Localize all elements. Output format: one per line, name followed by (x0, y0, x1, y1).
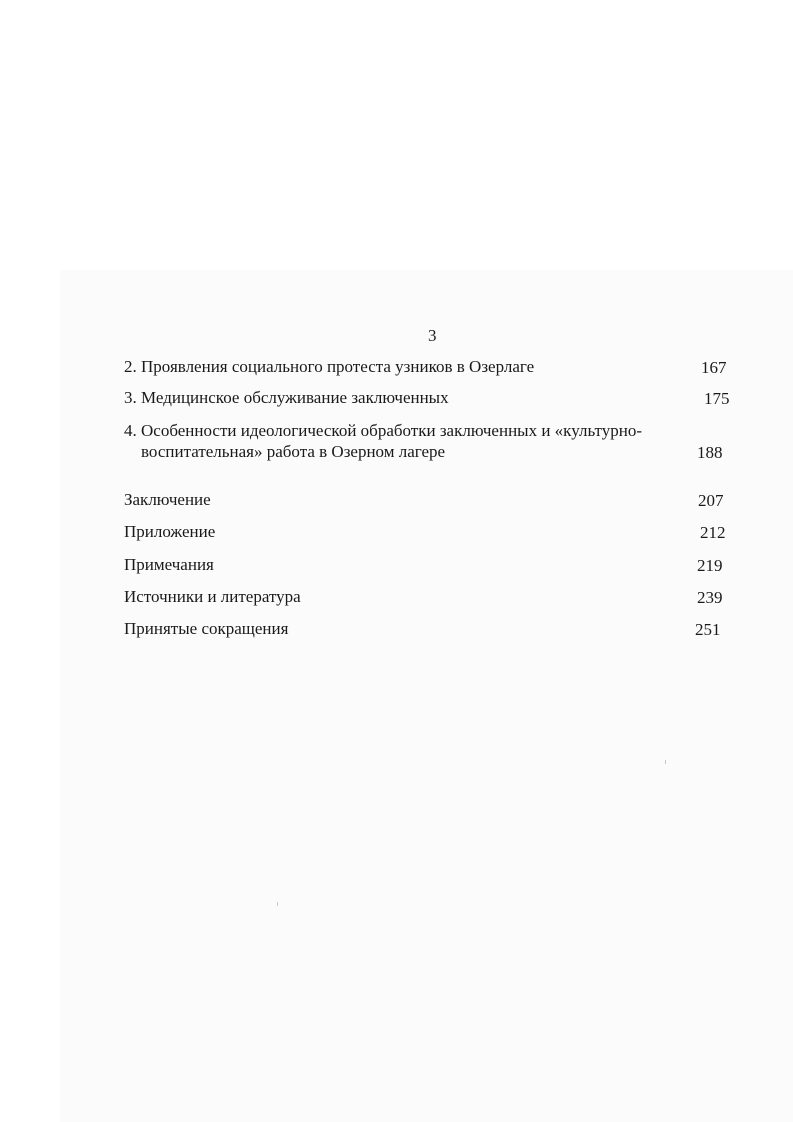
toc-entry-title: 3. Медицинское обслуживание заключенных (124, 388, 449, 407)
toc-entry-title: Заключение (124, 490, 211, 509)
toc-entry-title: 2. Проявления социального протеста узников в Озерлаге (124, 357, 535, 376)
toc-entry-page: 239 (697, 588, 723, 607)
toc-entry-page: 219 (697, 556, 723, 575)
toc-entry-title-continuation: воспитательная» работа в Озерном лагере (141, 442, 446, 461)
toc-entry-page: 212 (700, 523, 726, 542)
toc-entry-page: 251 (695, 620, 721, 639)
toc-entry-title: Принятые сокращения (124, 619, 289, 638)
toc-entry-page: 188 (697, 443, 723, 462)
toc-entry-title: Источники и литература (124, 587, 301, 606)
toc-entry-title: Примечания (124, 555, 214, 574)
toc-entry-page: 175 (704, 389, 730, 408)
page-number: 3 (428, 326, 437, 345)
toc-entry-page: 207 (698, 491, 724, 510)
toc-entry-page: 167 (701, 358, 727, 377)
toc-entry-title: 4. Особенности идеологической обработки заключенных и «культурно- (124, 421, 643, 440)
scan-speck (277, 902, 278, 906)
scan-speck (665, 760, 666, 764)
toc-entry-title: Приложение (124, 522, 216, 541)
